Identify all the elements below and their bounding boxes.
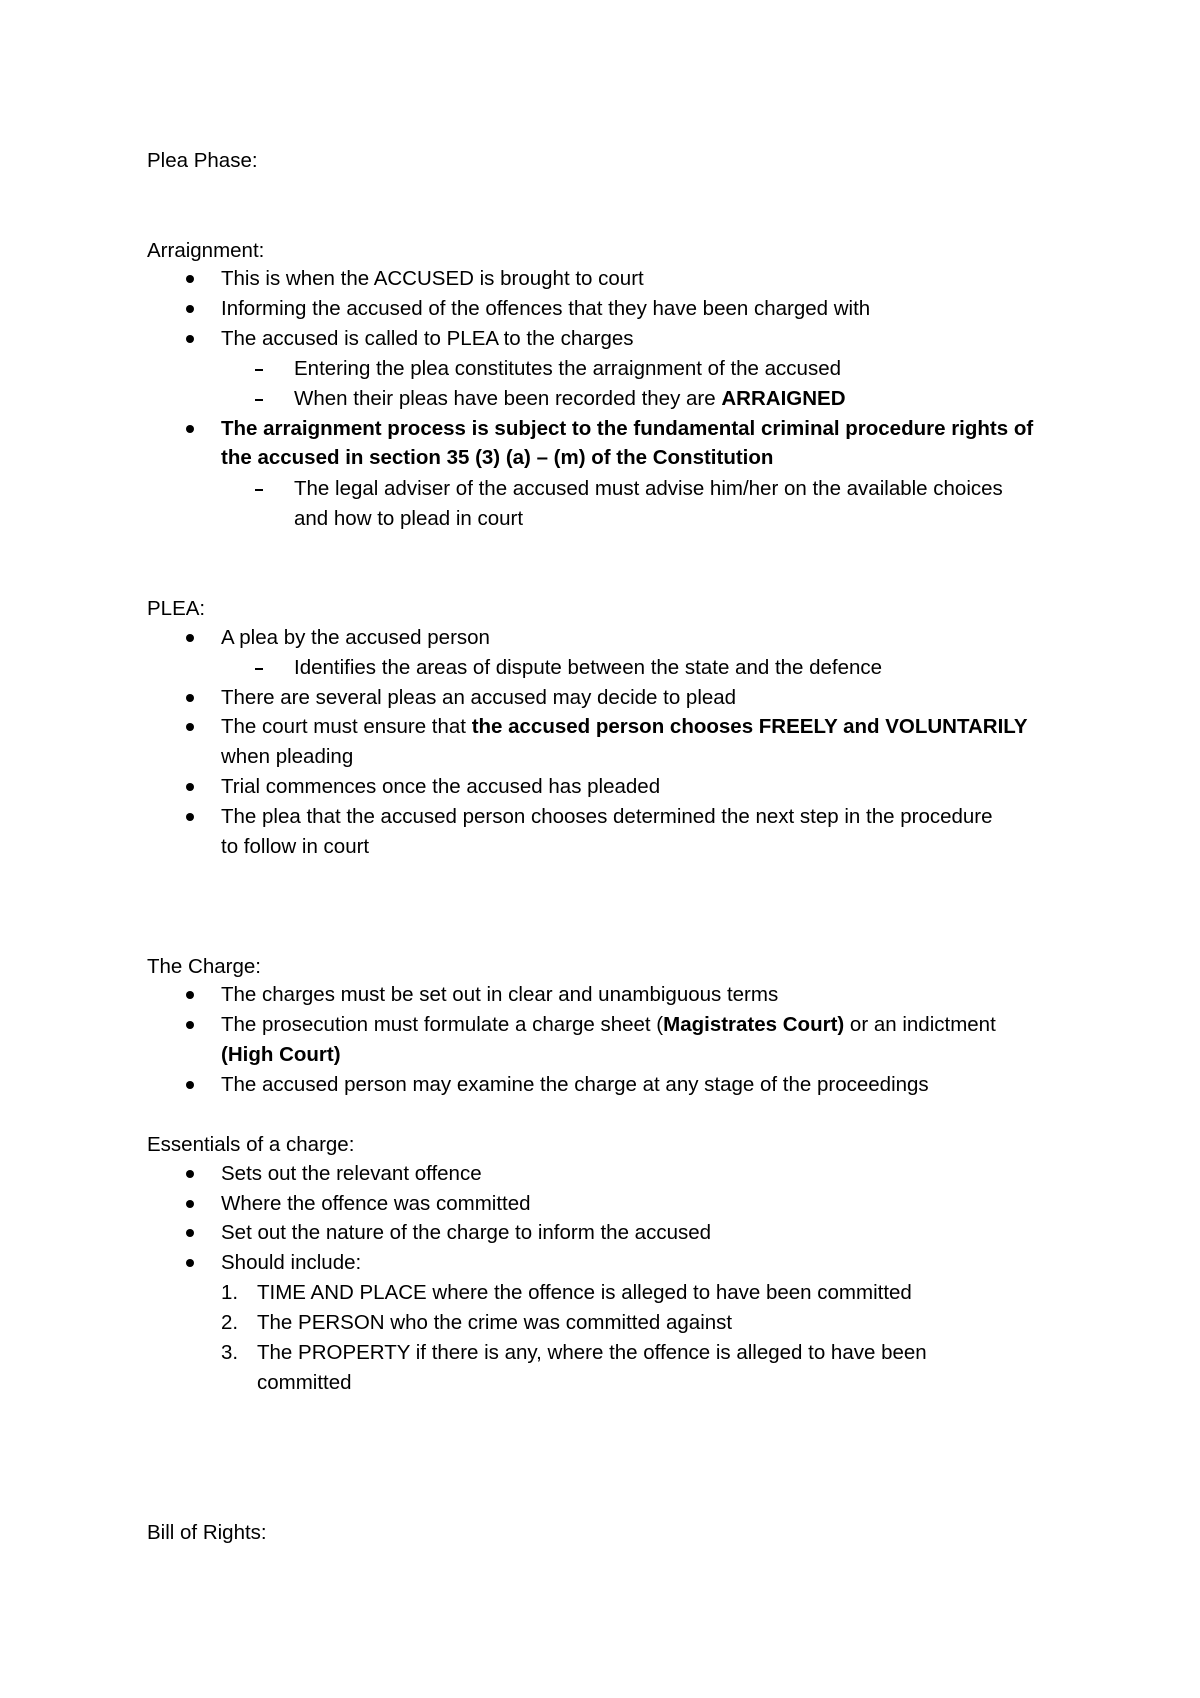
list-item: Where the offence was committed [221, 1192, 531, 1215]
bullet-icon [186, 723, 194, 731]
dash-icon [255, 489, 263, 491]
list-item-continued: (High Court) [221, 1043, 341, 1066]
list-item [221, 713, 1028, 741]
bullet-icon [186, 1259, 194, 1267]
list-item-continued: to follow in court [221, 835, 370, 858]
heading-plea: PLEA: [147, 597, 206, 620]
bullet-icon [186, 335, 194, 343]
bullet-icon [186, 275, 194, 283]
sub-list-item-continued: and how to plead in court [294, 507, 524, 530]
numbered-item-label: 3. [221, 1341, 239, 1364]
sub-list-item [294, 385, 846, 413]
list-item: Informing the accused of the offences that they have been charged with [221, 297, 871, 320]
bullet-icon [186, 694, 194, 702]
sub-list-item: The legal adviser of the accused must advise him/her on the available choices [294, 477, 1003, 500]
list-item: Sets out the relevant offence [221, 1162, 482, 1185]
list-item: The accused person may examine the charge at any stage of the proceedings [221, 1073, 929, 1096]
list-item-text: or an indictment [844, 1013, 996, 1036]
list-item-text: The court must ensure that [221, 715, 472, 738]
list-item: Should include: [221, 1251, 362, 1274]
bullet-icon [186, 813, 194, 821]
bullet-icon [186, 991, 194, 999]
emphasis-text: Magistrates Court) [663, 1013, 845, 1036]
list-item-bold-continued: the accused in section 35 (3) (a) – (m) of the Constitution [221, 446, 774, 469]
numbered-item: The PERSON who the crime was committed against [257, 1311, 733, 1334]
numbered-item: The PROPERTY if there is any, where the offence is alleged to have been [257, 1341, 927, 1364]
list-item: The accused is called to PLEA to the charges [221, 327, 634, 350]
bullet-icon [186, 1229, 194, 1237]
sub-list-item: Identifies the areas of dispute between the state and the defence [294, 656, 883, 679]
heading-the-charge: The Charge: [147, 955, 261, 978]
heading-plea-phase: Plea Phase: [147, 149, 258, 172]
heading-arraignment: Arraignment: [147, 239, 265, 262]
list-item-text: The prosecution must formulate a charge sheet ( [221, 1013, 664, 1036]
list-item-continued: when pleading [221, 745, 354, 768]
list-item: A plea by the accused person [221, 626, 490, 649]
list-item: The charges must be set out in clear and unambiguous terms [221, 983, 779, 1006]
numbered-item-continued: committed [257, 1371, 352, 1394]
list-item: Set out the nature of the charge to inform the accused [221, 1221, 712, 1244]
heading-essentials-of-a-charge: Essentials of a charge: [147, 1133, 355, 1156]
dash-icon [255, 399, 263, 401]
list-item [221, 1011, 996, 1039]
bullet-icon [186, 1170, 194, 1178]
bullet-icon [186, 1200, 194, 1208]
list-item: This is when the ACCUSED is brought to court [221, 267, 644, 290]
emphasis-text: the accused person chooses FREELY and VOLUNTARILY [471, 715, 1028, 738]
bullet-icon [186, 1081, 194, 1089]
list-item: There are several pleas an accused may decide to plead [221, 686, 737, 709]
dash-icon [255, 668, 263, 670]
numbered-item: TIME AND PLACE where the offence is alleged to have been committed [257, 1281, 912, 1304]
numbered-item-label: 1. [221, 1281, 239, 1304]
bullet-icon [186, 634, 194, 642]
emphasis-text: ARRAIGNED [721, 387, 846, 410]
bullet-icon [186, 783, 194, 791]
bullet-icon [186, 1021, 194, 1029]
list-item-bold: The arraignment process is subject to the fundamental criminal procedure rights of [221, 417, 1034, 440]
heading-bill-of-rights: Bill of Rights: [147, 1521, 267, 1544]
list-item: The plea that the accused person chooses determined the next step in the procedure [221, 805, 993, 828]
sub-list-item-text: When their pleas have been recorded they are [294, 387, 722, 410]
bullet-icon [186, 425, 194, 433]
list-item: Trial commences once the accused has pleaded [221, 775, 661, 798]
sub-list-item: Entering the plea constitutes the arraignment of the accused [294, 357, 842, 380]
numbered-item-label: 2. [221, 1311, 239, 1334]
bullet-icon [186, 305, 194, 313]
dash-icon [255, 369, 263, 371]
